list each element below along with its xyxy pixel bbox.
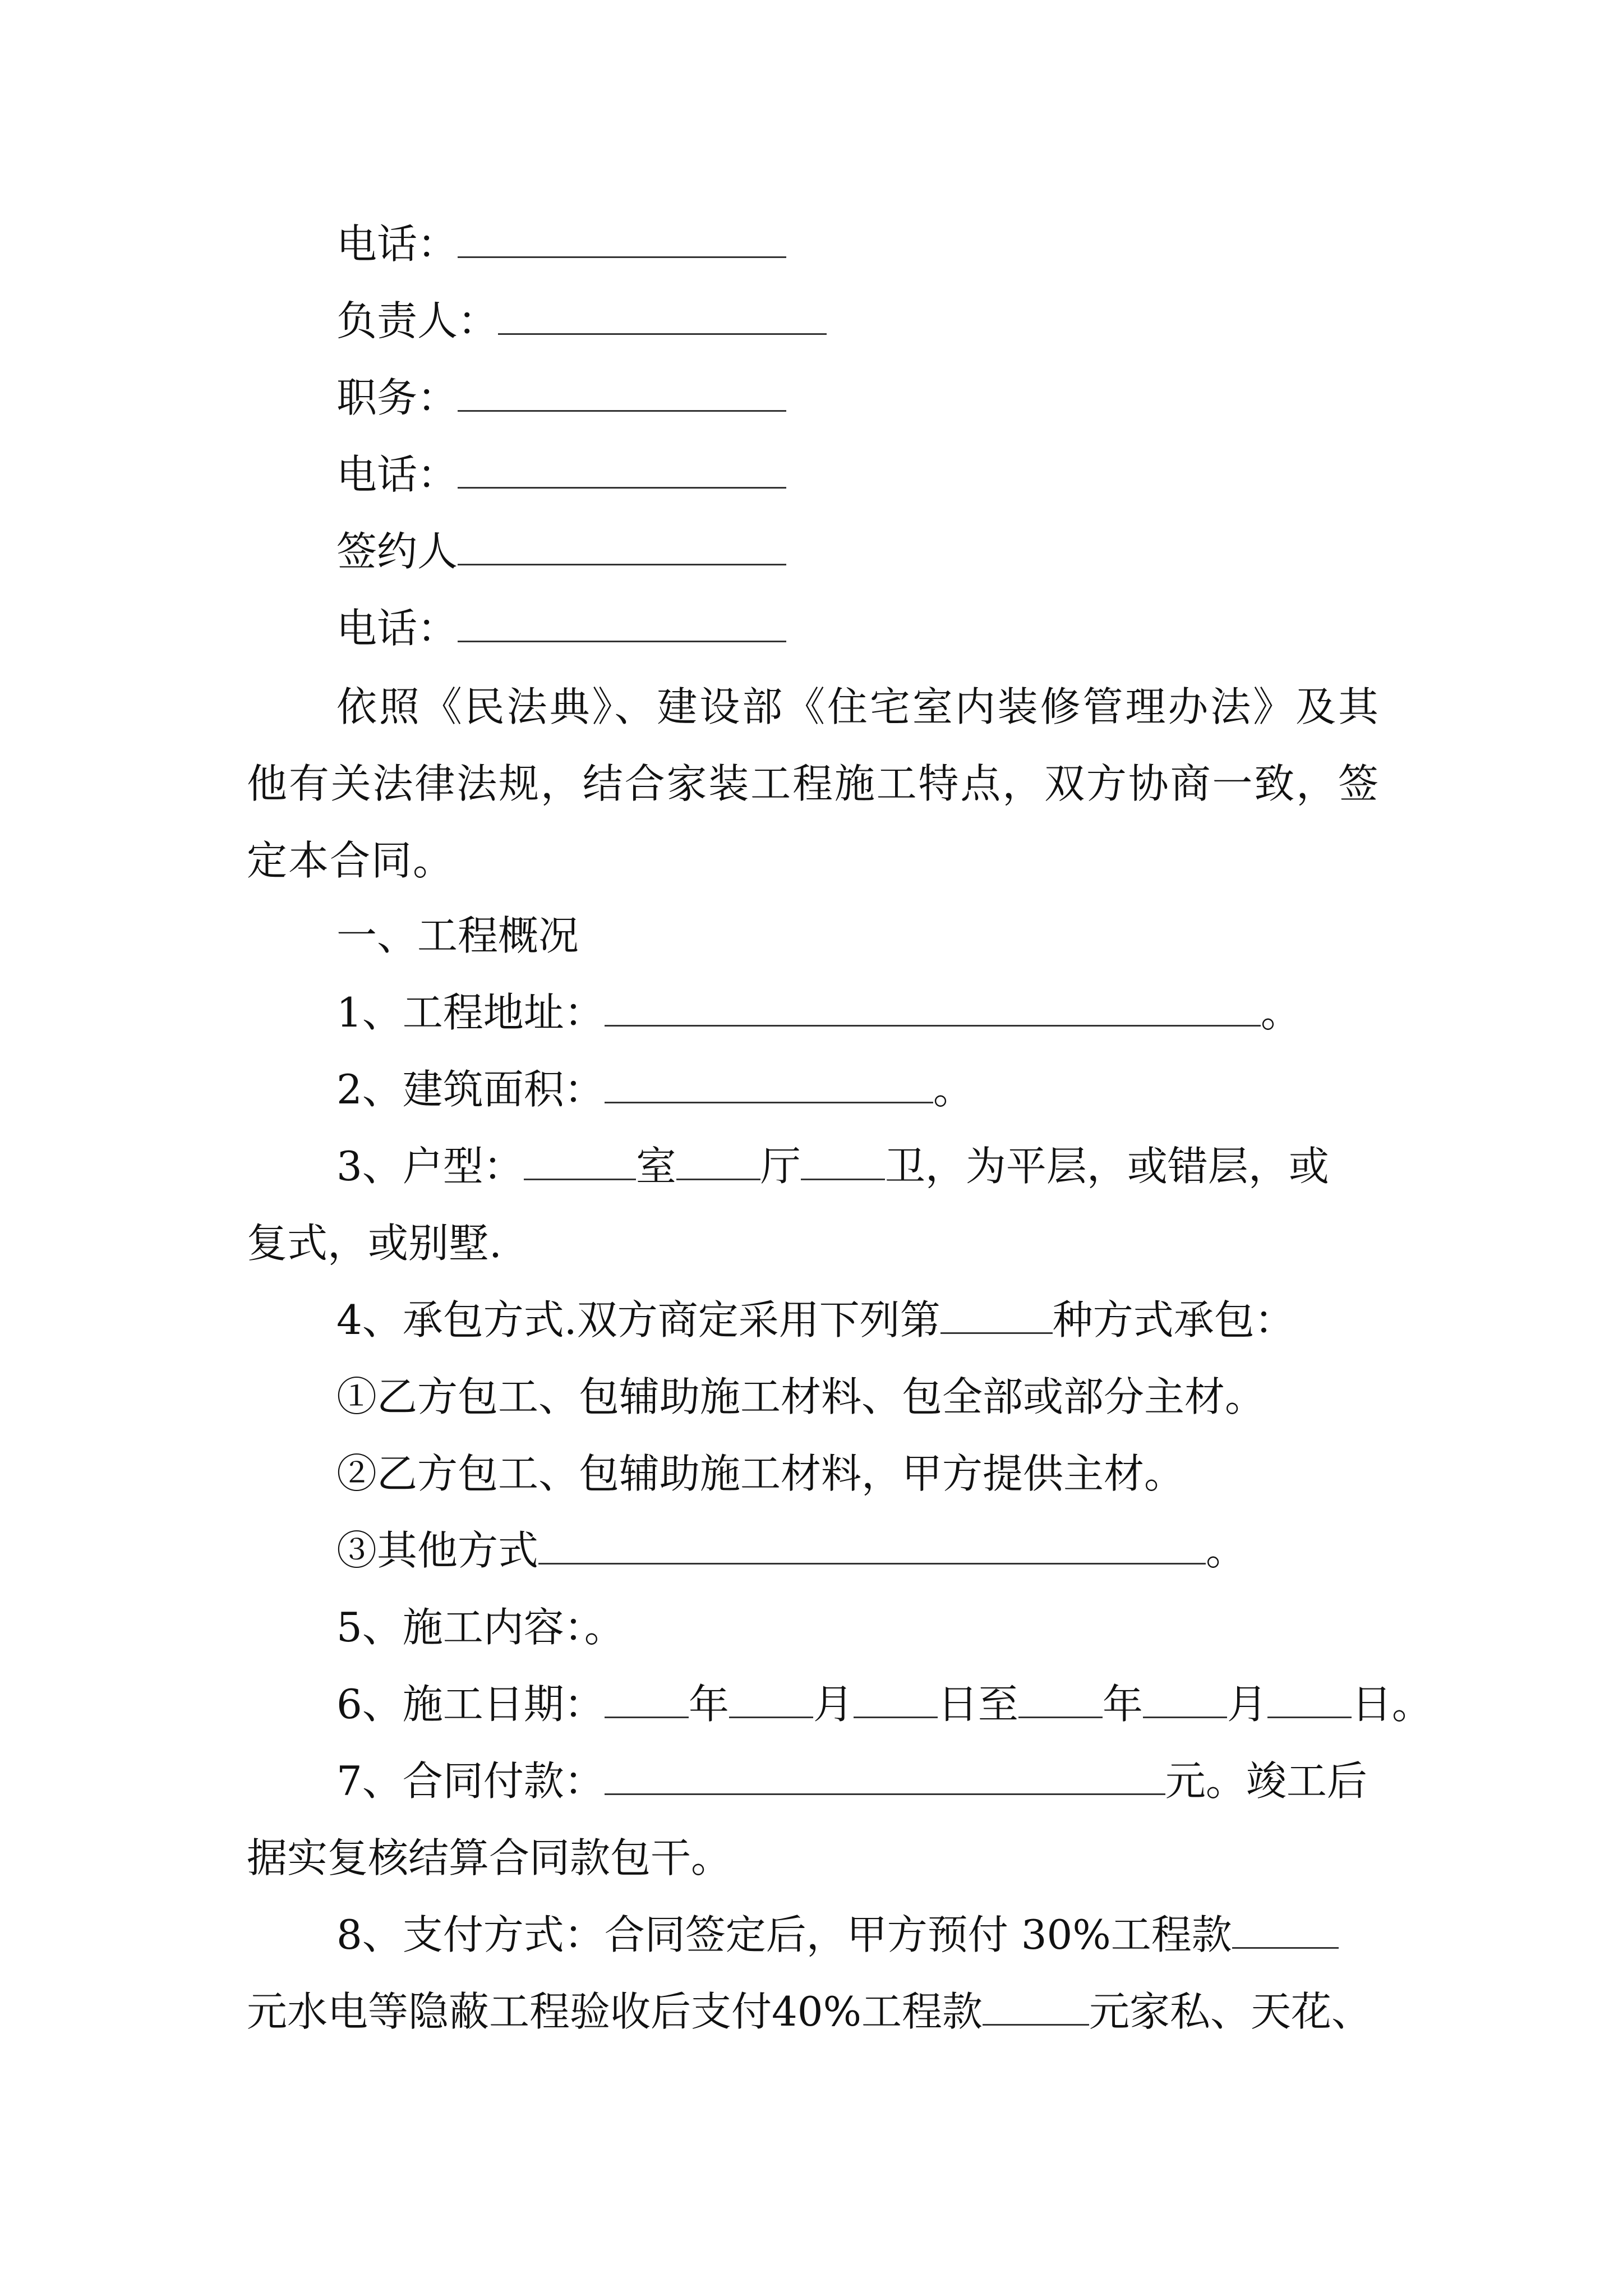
phone-blank <box>458 606 786 642</box>
house-type-field <box>336 1144 1329 1189</box>
building-area-blank <box>605 1067 933 1103</box>
contract-payment-blank <box>605 1759 1165 1795</box>
phone-field-3 <box>336 606 786 651</box>
month-blank <box>1143 1682 1227 1718</box>
position-label: 职务： <box>336 374 458 421</box>
construction-date-field <box>336 1682 1432 1727</box>
contract-payment-field <box>336 1759 1367 1803</box>
contract-payment-continued: 据实复核结算合同款包干。 <box>247 1834 732 1881</box>
phone-label: 电话： <box>336 220 458 268</box>
building-area-label: 2、建筑面积： <box>336 1066 605 1113</box>
payment-method-line-2 <box>247 1989 1372 2034</box>
house-type-options: ，为平层，或错层，或 <box>925 1143 1329 1190</box>
payment-method-text: 元家私、天花、 <box>1089 1988 1372 2035</box>
person-in-charge-blank <box>498 298 827 335</box>
project-address-blank <box>605 990 1261 1027</box>
year-label: 年 <box>688 1681 729 1728</box>
day-to-label: 日至 <box>937 1681 1018 1728</box>
building-area-field <box>336 1067 974 1112</box>
project-address-label: 1、工程地址： <box>336 989 605 1036</box>
option-3 <box>336 1528 1246 1573</box>
hall-blank <box>676 1144 760 1180</box>
hall-label: 厅 <box>760 1143 801 1190</box>
punctuation: 。 <box>933 1066 974 1113</box>
phone-label: 电话： <box>336 451 458 498</box>
phone-label: 电话： <box>336 605 458 652</box>
house-type-continued: 复式，或别墅. <box>247 1220 502 1267</box>
signatory-blank <box>458 529 786 565</box>
option-1: ①乙方包工、包辅助施工材料、包全部或部分主材。 <box>336 1373 1266 1420</box>
intro-paragraph: 依照《民法典》、建设部《住宅室内装修管理办法》及其他有关法律法规，结合家装工程施工特点，双方协商一致，签定本合同。 <box>247 683 1380 884</box>
contract-payment-label: 7、合同付款： <box>336 1757 605 1805</box>
month-label: 月 <box>813 1681 854 1728</box>
person-in-charge-field <box>336 298 827 343</box>
contract-mode-field <box>336 1297 1295 1342</box>
payment-method-line-1 <box>336 1912 1339 1957</box>
phone-field-2 <box>336 452 786 497</box>
phone-blank <box>458 452 786 489</box>
bath-blank <box>801 1144 885 1180</box>
person-in-charge-label: 负责人： <box>336 297 499 344</box>
phone-field-1 <box>336 222 786 266</box>
month-label: 月 <box>1227 1681 1267 1728</box>
house-type-label: 3、户型： <box>336 1143 524 1190</box>
section-title: 一、工程概况 <box>336 912 579 959</box>
project-address-field <box>336 990 1301 1035</box>
room-label: 室 <box>635 1143 676 1190</box>
payment-method-text: 元水电等隐蔽工程验收后支付40%工程款 <box>247 1988 983 2035</box>
option-3-blank <box>538 1528 1206 1565</box>
year-blank <box>605 1682 689 1718</box>
punctuation: 。 <box>1206 1527 1247 1574</box>
option-3-label: ③其他方式 <box>336 1527 539 1574</box>
construction-date-label: 6、施工日期： <box>336 1681 605 1728</box>
signatory-label: 签约人 <box>336 528 458 575</box>
day-blank <box>854 1682 938 1718</box>
contract-payment-end: 元。竣工后 <box>1165 1757 1367 1805</box>
phone-blank <box>458 222 786 258</box>
contract-mode-label: 4、承包方式.双方商定采用下列第 <box>336 1296 940 1343</box>
second-amount-blank <box>983 1989 1089 2026</box>
payment-method-text: 8、支付方式：合同签定后，甲方预付 30%工程款 <box>336 1911 1232 1958</box>
month-blank <box>729 1682 813 1718</box>
room-blank <box>524 1144 636 1180</box>
option-2: ②乙方包工、包辅助施工材料，甲方提供主材。 <box>336 1450 1185 1497</box>
construction-content: 5、施工内容：。 <box>336 1604 625 1651</box>
day-label: 日。 <box>1351 1681 1432 1728</box>
position-blank <box>458 375 786 412</box>
advance-amount-blank <box>1232 1912 1339 1949</box>
signatory-field <box>336 529 786 574</box>
contract-mode-blank <box>940 1297 1053 1334</box>
bath-label: 卫 <box>884 1143 925 1190</box>
year-blank <box>1018 1682 1103 1718</box>
contract-mode-end: 种方式承包： <box>1052 1296 1295 1343</box>
punctuation: 。 <box>1260 989 1301 1036</box>
year-label: 年 <box>1102 1681 1143 1728</box>
day-blank <box>1267 1682 1352 1718</box>
position-field <box>336 375 786 420</box>
